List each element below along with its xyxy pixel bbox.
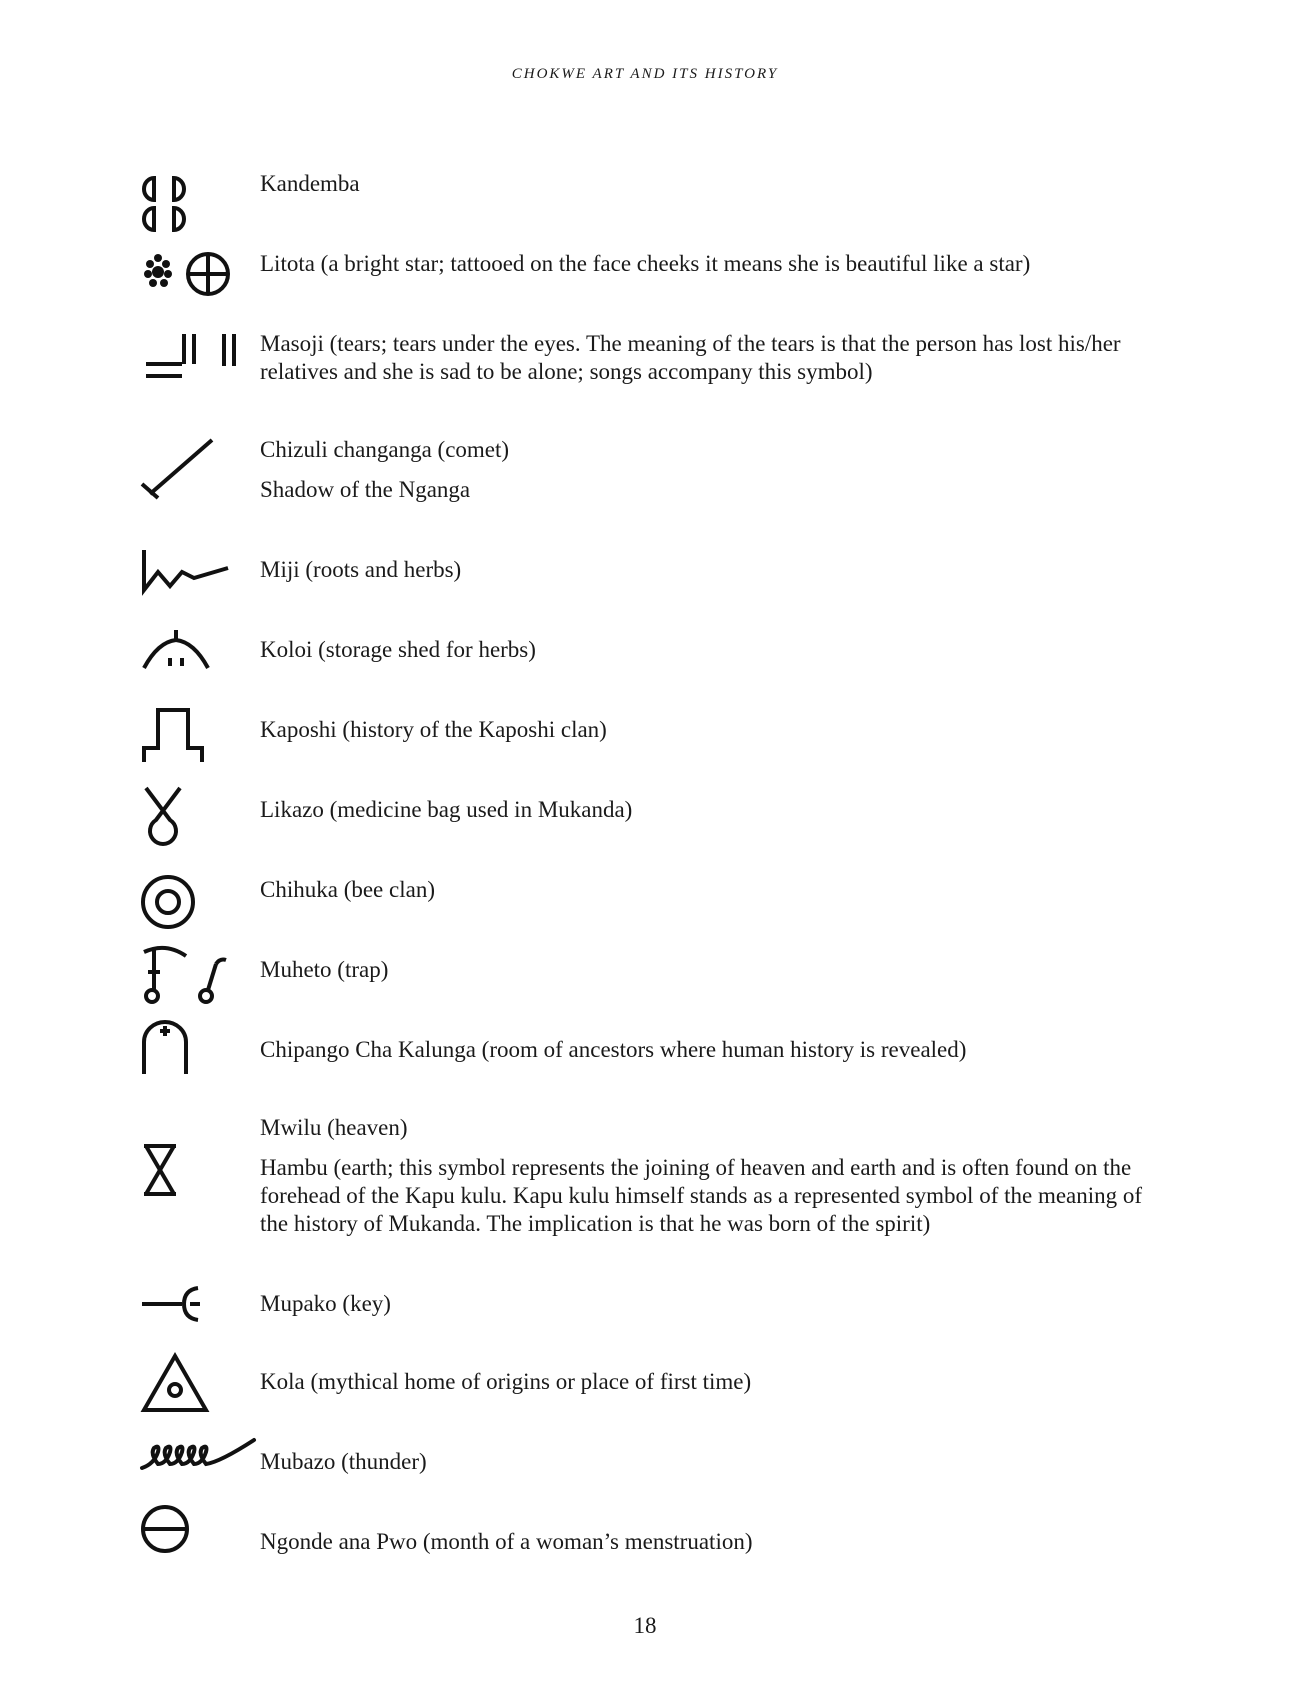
running-header: CHOKWE ART AND ITS HISTORY [511, 66, 779, 82]
entry-likazo: Likazo (medicine bag used in Mukanda) [260, 797, 633, 822]
entry-muheto: Muheto (trap) [260, 957, 389, 982]
ancestor-room-icon [140, 1020, 190, 1076]
entry-mwilu-text: Mwilu (heaven) [260, 1115, 408, 1140]
thunder-icon [140, 1436, 256, 1472]
entry-chihuka: Chihuka (bee clan) [260, 877, 435, 902]
roots-icon [140, 548, 230, 594]
kola-icon [140, 1352, 210, 1414]
masoji-icon [140, 330, 240, 382]
entry-shadow-text: Shadow of the Nganga [260, 477, 471, 502]
entry-masoji-text: Masoji (tears; tears under the eyes. The meaning of the tears is that the person has lost his/her relatives and she is sad to be alone; songs accompany this symbol) [260, 331, 1121, 384]
entry-chizuli-text: Chizuli changanga (comet) [260, 437, 510, 462]
entry-mwilu [260, 1114, 1160, 1238]
entry-chizuli [260, 436, 1160, 504]
kaposhi-icon [140, 706, 206, 764]
kandemba-icon [140, 176, 190, 234]
entry-chipango: Chipango Cha Kalunga (room of ancestors where human history is revealed) [260, 1037, 967, 1062]
page-number: 18 [633, 1613, 657, 1638]
entry-masoji [260, 330, 1160, 386]
comet-icon [140, 438, 216, 500]
moon-icon [140, 1504, 190, 1554]
entry-mupako: Mupako (key) [260, 1291, 391, 1316]
entry-hambu-text: Hambu (earth; this symbol represents the joining of heaven and earth and is often found on the forehead of the Kapu kulu. Kapu kulu himself stands as a represented symbol of the meaning of the history of Mukanda. The implication is that he was born of the spirit) [260, 1155, 1143, 1236]
entry-koloi: Koloi (storage shed for herbs) [260, 637, 536, 662]
entry-mubazo: Mubazo (thunder) [260, 1449, 427, 1474]
entry-kandemba: Kandemba [260, 171, 360, 196]
key-icon [140, 1284, 204, 1324]
trap-icon [140, 942, 232, 1004]
litota-icon [140, 250, 236, 298]
medicine-bag-icon [140, 786, 186, 848]
shed-icon [140, 628, 212, 670]
heaven-earth-icon [140, 1142, 180, 1198]
entry-kola: Kola (mythical home of origins or place of first time) [260, 1369, 752, 1394]
entry-ngonde: Ngonde ana Pwo (month of a woman’s menstruation) [260, 1529, 753, 1554]
entry-miji: Miji (roots and herbs) [260, 557, 462, 582]
entry-kaposhi: Kaposhi (history of the Kaposhi clan) [260, 717, 607, 742]
entry-litota: Litota (a bright star; tattooed on the face cheeks it means she is beautiful like a star) [260, 251, 1031, 276]
bee-clan-icon [140, 874, 196, 930]
